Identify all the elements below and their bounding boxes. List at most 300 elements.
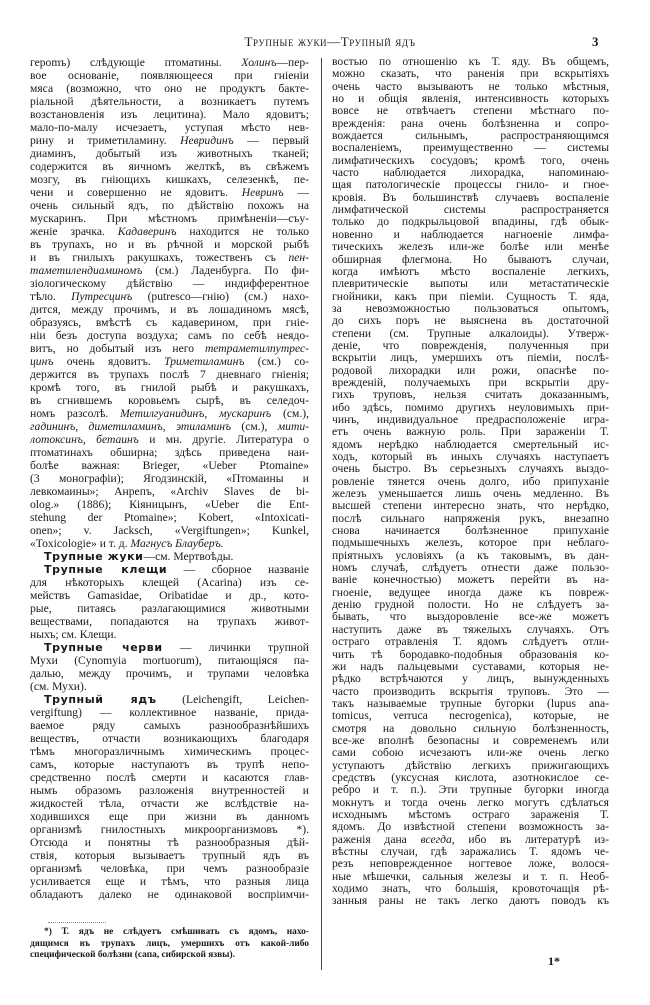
text-run: тическихъ железъ или-же болѣе или менѣе: [332, 241, 609, 254]
text-run: ядомъ нерѣдко наблюдается смертельный ис-: [332, 438, 609, 451]
paragraph: [30, 550, 309, 563]
text-run: диаминъ, добытый изъ животныхъ тканей;: [30, 147, 309, 160]
text-line: [332, 254, 609, 266]
text-run: тѣмъ многоразличнымъ химическимъ процес-: [30, 745, 309, 758]
page-number: 3: [592, 34, 599, 49]
text-run: воспаленіемъ, преимущественно — системы: [332, 142, 609, 155]
text-line: [332, 797, 609, 809]
text-run: — сборное названіе: [167, 563, 309, 576]
text-run: ріальной дѣятельности, а возникаетъ путемъ: [30, 95, 309, 108]
text-line: [30, 511, 309, 524]
text-line: [332, 278, 609, 290]
text-run: исходнымъ мѣстомъ остраго зараженія Т.: [332, 808, 609, 821]
text-run: средствъ (уксусная кислота, азотнокислое се-: [332, 771, 609, 784]
text-line: [30, 56, 309, 69]
text-run: (см.) со-: [244, 355, 309, 368]
text-run: денію грудной полости. Но не слѣдуетъ за-: [332, 599, 609, 612]
text-run: гихъ труповъ, нельзя считать доказаннымъ,: [332, 389, 609, 402]
text-run: находится не только: [176, 225, 309, 238]
text-line: [332, 229, 609, 241]
text-line: [332, 686, 609, 698]
text-run: левкомаины»; Анрепъ, «Archiv Slaves de bi-: [30, 485, 309, 498]
italic-term: гадининъ, диметиламинъ, этиламинъ: [30, 420, 232, 433]
column-divider: [321, 58, 322, 970]
running-title: Трупные жуки—Трупный ядъ: [244, 34, 416, 49]
text-run: ибо здѣсь, помимо другихъ неуловимыхъ при-: [332, 401, 609, 414]
text-run: веществъ, отчасти возникающихъ благодаря: [30, 732, 309, 745]
text-run: дится, между прочимъ, и въ лошадиномъ мясѣ,: [30, 303, 309, 316]
text-line: [30, 225, 309, 238]
italic-term: тетраметилпутрес-: [204, 342, 309, 355]
text-run: onen»; v. Jacksch, «Vergiftungen»; Kunkel,: [30, 524, 309, 537]
text-line: [30, 823, 309, 836]
text-run: ніи безъ доступа воздуха; самъ по себѣ неядо-: [30, 329, 309, 342]
text-line: [332, 525, 609, 537]
footnote-line: специфической болѣзни (сапа, сибирской язвы).: [30, 950, 235, 960]
text-line: [30, 537, 309, 550]
text-run: въ трупахъ, но и въ рѣчной и морской рыбѣ: [30, 238, 309, 251]
text-run: средственно послѣ смерти и касаются глав-: [30, 771, 309, 784]
text-line: [30, 498, 309, 511]
text-run: ствія, которыя вызываетъ трупный ядъ въ: [30, 849, 309, 862]
text-run: образуясь, вмѣстѣ съ кадаверином, при гніе-: [30, 316, 309, 329]
text-run: за невозможностью пользоваться опытомъ,: [332, 302, 609, 315]
footnote-line: дящимся въ трупахъ лицъ, умершихъ отъ какой-либо: [30, 938, 309, 949]
text-run: зіологическому дѣйствію — индифферентное: [30, 277, 309, 290]
text-run: въ сгнившемъ коровьемъ сырѣ, въ селедоч-: [30, 394, 309, 407]
text-run: востью по отношенію къ Т. яду. Въ общемъ,: [332, 56, 609, 68]
text-run: для нѣкоторыхъ клещей (Acarina) изъ се-: [30, 576, 309, 589]
text-run: «Toxicologie» и т. д.: [30, 537, 131, 550]
text-line: [30, 602, 309, 615]
text-run: степени (см. Трупные алкалоиды). Утверж-: [332, 327, 609, 340]
text-run: —: [283, 186, 309, 199]
italic-term: Магнусъ Блауберъ.: [130, 537, 224, 550]
text-line: [30, 628, 309, 641]
text-line: [30, 589, 309, 602]
text-line: [30, 173, 309, 186]
text-line: [30, 264, 309, 277]
text-line: [332, 377, 609, 389]
text-run: —см. Мертвоѣды.: [143, 550, 234, 563]
text-run: вѣстны случаи, гдѣ заражались Т. ядомъ че-: [332, 846, 609, 858]
text-line: [30, 836, 309, 849]
text-line: [332, 673, 609, 685]
text-run: занныя раны не такъ легко даютъ поводъ къ: [332, 895, 609, 908]
text-line: [332, 599, 609, 611]
text-run: плевритическіе выпоты или метастатическіе: [332, 278, 609, 291]
text-run: новенно и наблюдается нагноеніе лимфа-: [332, 228, 609, 241]
text-line: [30, 121, 309, 134]
text-line: [30, 875, 309, 888]
text-line: [30, 771, 309, 784]
text-run: подмышечныхъ железъ, которое при неблаго-: [332, 537, 609, 550]
entry-headword: Трупные клещи: [44, 563, 168, 576]
text-line: [332, 649, 609, 661]
text-run: гнойники, какъ при піеміи. Сущность Т. яда,: [332, 290, 609, 303]
text-line: [332, 352, 609, 364]
text-run: (Leichengift, Leichen-: [156, 693, 309, 706]
text-run: высшей степени интересно знать, что нерѣдко,: [332, 500, 609, 513]
text-run: мействъ Gamasidae, Oribatidae и др., кото-: [30, 589, 309, 602]
text-line: [332, 93, 609, 105]
text-run: витъ, но добытый изъ него: [30, 342, 205, 355]
text-run: до сихъ поръ не выяснена въ достаточной: [332, 315, 609, 328]
text-run: ребро и т. п.). Эти трупные бугорки иногда: [332, 784, 609, 797]
text-run: ные мѣшечки, сальныя железы и т. п. Необ-: [332, 870, 609, 883]
text-line: [332, 414, 609, 426]
text-run: stehung der Ptomaine»; Kobert, «Intoxicati-: [30, 511, 309, 524]
text-line: [30, 303, 309, 316]
text-run: обладаютъ далеко не одинаковой воспріимчи-: [30, 888, 309, 901]
text-line: [30, 329, 309, 342]
text-line: [30, 407, 309, 420]
italic-term: Невринъ: [241, 186, 284, 199]
text-run: организмѣ человѣка, при чемъ разнообразіе: [30, 862, 309, 875]
text-line: [332, 266, 609, 278]
text-run: родовой лихорадки или рожи, опаснѣе по-: [332, 364, 609, 377]
text-run: (см.),: [231, 420, 278, 433]
text-line: [30, 849, 309, 862]
text-line: [30, 797, 309, 810]
text-line: [332, 723, 609, 735]
italic-term: всегда: [420, 833, 452, 846]
text-line: [332, 883, 609, 895]
text-line: [30, 368, 309, 381]
text-line: [332, 340, 609, 352]
text-run: чинъ, индивидуальное предрасположеніе игра-: [332, 413, 609, 426]
text-line: [332, 858, 609, 870]
text-line: [30, 186, 309, 199]
text-line: [332, 142, 609, 154]
text-line: [332, 784, 609, 796]
text-run: железъ уменьшается лишь очень медленно. Въ: [332, 488, 609, 501]
text-line: [30, 615, 309, 628]
paragraph: [30, 56, 309, 550]
text-line: [332, 130, 609, 142]
italic-term: пен-: [288, 251, 309, 264]
text-run: рые, питаясь разлагающимися животными: [30, 602, 309, 615]
text-line: [332, 513, 609, 525]
text-line: [30, 693, 309, 706]
text-line: [30, 355, 309, 368]
text-run: —пер-: [276, 56, 309, 69]
text-line: [30, 888, 309, 901]
text-run: лимфатической системы распространяется: [332, 204, 609, 217]
text-line: [30, 394, 309, 407]
text-line: [30, 485, 309, 498]
paragraph: [30, 641, 309, 693]
text-run: номъ разсолѣ.: [30, 407, 121, 420]
text-run: (см. Мухи).: [30, 680, 87, 693]
text-run: ходившихся еще при жизни въ данномъ: [30, 810, 309, 823]
text-run: мало-по-малу исчезаетъ, уступая мѣсто нев-: [30, 121, 309, 134]
text-run: самъ, которые наступаютъ въ трупѣ непо-: [30, 758, 309, 771]
text-line: [30, 732, 309, 745]
page-header: [0, 34, 650, 50]
text-run: кровія. Въ большинствѣ случаевъ воспаленіе: [332, 191, 609, 204]
text-run: ваніе конечностью) можетъ перейти въ на-: [332, 574, 609, 587]
text-line: [30, 654, 309, 667]
text-run: ходимо знать, что большія, кровоточащія рѣ-: [332, 883, 609, 896]
text-run: вскрытіи лицъ, умершихъ отъ піеміи, послѣ-: [332, 352, 609, 365]
text-line: [30, 95, 309, 108]
paragraph: [332, 56, 609, 908]
text-run: етъ очень важную роль. При зараженіи Т.: [332, 426, 609, 439]
paragraph: [30, 693, 309, 901]
text-run: очень ядовитъ.: [53, 355, 165, 368]
text-run: мяса (возможно, что оно не продуктъ бакте-: [30, 82, 309, 95]
text-line: [332, 747, 609, 759]
text-run: ныхъ; см. Клещи.: [30, 628, 117, 641]
text-run: мозгу, въ гніющихъ кишкахъ, селезенкѣ, пе-: [30, 173, 309, 186]
entry-headword: Трупные черви: [44, 641, 163, 654]
text-run: героmъ) слѣдующіе птоматины.: [30, 56, 242, 69]
text-line: [30, 381, 309, 394]
text-run: обширная флегмона. Но бываютъ случаи,: [332, 253, 609, 266]
text-line: [30, 550, 309, 563]
text-run: olog.» (1886); Кіяницынъ, «Ueber die Ent-: [30, 498, 309, 511]
text-line: [332, 389, 609, 401]
text-line: [30, 134, 309, 147]
text-run: гноеніе, ведущее иногда даже къ повреж-: [332, 586, 609, 599]
entry-headword: Трупные жуки: [44, 550, 144, 563]
text-run: смотря на довольно сильную болѣзненность,: [332, 722, 609, 735]
text-line: [332, 68, 609, 80]
text-line: [332, 809, 609, 821]
text-run: птоматинахъ обширна; здѣсь приведена наи-: [30, 446, 309, 459]
text-run: (см.) Ладенбурга. По фи-: [142, 264, 309, 277]
italic-term: лотоксинъ, бетаинъ: [30, 433, 139, 446]
text-line: [332, 834, 609, 846]
text-line: [332, 772, 609, 784]
text-run: когда имѣютъ мѣсто воспаленіе легкихъ,: [332, 265, 609, 278]
text-line: [332, 179, 609, 191]
footnote-rule: [48, 922, 106, 923]
text-line: [332, 463, 609, 475]
left-column: [30, 56, 309, 901]
text-line: [332, 328, 609, 340]
text-line: [332, 204, 609, 216]
text-run: (3 монографіи); Ягодзинскій, «Птомаины и: [30, 472, 309, 485]
text-run: Отсюда и понятны тѣ разнообразныя дѣй-: [30, 836, 309, 849]
text-line: [332, 500, 609, 512]
text-line: [332, 760, 609, 772]
text-line: [30, 667, 309, 680]
text-line: [30, 108, 309, 121]
text-run: (см.),: [271, 407, 309, 420]
text-run: vergiftung) — коллективное названіе, прида-: [30, 706, 309, 719]
text-line: [332, 426, 609, 438]
text-line: [30, 147, 309, 160]
text-line: [332, 216, 609, 228]
text-line: [332, 155, 609, 167]
text-run: остраго отравленія Т. ядомъ слѣдуетъ отли-: [332, 636, 609, 649]
signature-mark: 1*: [548, 954, 560, 968]
text-line: [332, 550, 609, 562]
text-line: [30, 342, 309, 355]
text-line: [332, 315, 609, 327]
text-run: содержится въ яичномъ желткѣ, въ свѣжемъ: [30, 160, 309, 173]
text-line: [332, 895, 609, 907]
text-line: [30, 576, 309, 589]
text-line: [332, 846, 609, 858]
text-line: [332, 192, 609, 204]
text-line: [332, 439, 609, 451]
text-run: вовсе не отвѣчаетъ степени мѣстнаго по-: [332, 105, 609, 118]
text-run: вое основаніе, появляющееся при гніеніи: [30, 69, 309, 82]
text-line: [30, 446, 309, 459]
text-run: Мухи (Cynomyia mortuorum), питающіяся па-: [30, 654, 309, 667]
text-run: рину и триметиламину.: [30, 134, 181, 147]
text-run: сами собою исчезаютъ или-же очень легко: [332, 747, 609, 760]
text-run: ядомъ. До извѣстной степени возможность за-: [332, 821, 609, 834]
text-run: далью, между прочимъ, и трупами человѣка: [30, 667, 309, 680]
text-line: [332, 624, 609, 636]
text-line: [30, 290, 309, 303]
text-line: [332, 574, 609, 586]
text-line: [332, 636, 609, 648]
text-run: ходъ, который въ иныхъ случаяхъ наступаетъ: [332, 451, 609, 463]
text-line: [30, 563, 309, 576]
italic-term: таметилендиаминомъ: [30, 264, 143, 277]
text-line: [332, 56, 609, 68]
text-run: жи надъ пальцевыми суставами, которыя не-: [332, 660, 609, 673]
text-run: щая патологическіе процессы гнило- и гное-: [332, 179, 609, 192]
text-line: [332, 537, 609, 549]
text-line: [332, 710, 609, 722]
text-run: бывать, что выздоровленіе все-же можетъ: [332, 611, 609, 624]
text-line: [332, 735, 609, 747]
italic-term: Невридинъ: [180, 134, 234, 147]
text-line: [332, 241, 609, 253]
text-line: [332, 562, 609, 574]
italic-term: цинъ: [30, 355, 54, 368]
text-run: все-же вполнѣ безопасны и современемъ или: [332, 734, 609, 747]
right-column: [332, 56, 609, 908]
text-line: [332, 611, 609, 623]
text-run: жидкостей тѣла, отчасти же вслѣдствіе на-: [30, 797, 309, 810]
text-line: [30, 719, 309, 732]
text-run: деніе, что поврежденія, полученныя при: [332, 339, 609, 352]
text-line: [30, 758, 309, 771]
text-line: [332, 303, 609, 315]
text-run: такъ называемые трупные бугорки (lupus ana-: [332, 697, 609, 710]
text-run: наступить даже въ тяжелыхъ случаяхъ. Отъ: [332, 623, 609, 636]
italic-term: Триметиламинъ: [164, 355, 245, 368]
text-run: вождается сильнымъ, распространяющимся: [332, 130, 609, 143]
text-line: [30, 69, 309, 82]
footnote: [30, 927, 309, 962]
text-line: [332, 402, 609, 414]
text-line: [332, 698, 609, 710]
text-line: [30, 459, 309, 472]
text-run: и мн. другіе. Литература о: [138, 433, 309, 446]
text-run: , ибо въ литературѣ из-: [451, 833, 609, 846]
text-line: [30, 706, 309, 719]
text-line: [30, 472, 309, 485]
text-line: [30, 433, 309, 446]
italic-term: Путресцинъ: [71, 290, 133, 303]
footnote-line: *) Т. ядъ не слѣдуетъ смѣшивать съ ядомъ, нахо-: [44, 927, 309, 937]
text-run: тѣло.: [30, 290, 72, 303]
text-run: кромѣ того, въ гнилой рыбѣ и ракушкахъ,: [30, 381, 309, 394]
text-line: [30, 745, 309, 758]
text-line: [332, 105, 609, 117]
text-line: [30, 420, 309, 433]
text-run: (putresco—гнію) (см.) нахо-: [132, 290, 309, 303]
text-run: очень быстро. Въ серьезныхъ случаяхъ выздо-: [332, 463, 609, 476]
text-line: [332, 81, 609, 93]
text-line: [332, 451, 609, 463]
italic-term: Метилгуанидинъ, мускаринъ: [120, 407, 272, 420]
text-line: [332, 118, 609, 130]
text-line: [30, 251, 309, 264]
text-run: веществами, попадаются на трупахъ живот-: [30, 615, 309, 628]
text-line: [30, 524, 309, 537]
text-line: [332, 476, 609, 488]
text-run: номъ случаѣ, слѣдуетъ отнести даже пользо-: [332, 562, 609, 575]
entry-headword: Трупный ядъ: [44, 693, 157, 706]
text-line: [332, 365, 609, 377]
text-run: и въ гнилыхъ ракушкахъ, тожественъ съ: [30, 251, 289, 264]
text-line: [30, 316, 309, 329]
text-line: [30, 212, 309, 225]
text-line: [30, 862, 309, 875]
text-line: [332, 587, 609, 599]
text-line: [332, 821, 609, 833]
text-run: но и общія явленія, интенсивность которыхъ: [332, 93, 609, 106]
text-run: послѣ сильнаго напряженія рукъ, внезапно: [332, 512, 609, 525]
text-run: возстановленія изъ лецитина). Мало ядовитъ;: [30, 108, 309, 121]
text-line: [30, 199, 309, 212]
text-line: [30, 784, 309, 797]
italic-term: Кадаверинъ: [117, 225, 177, 238]
text-run: ровленіе тянется очень долго, ибо припуханіе: [332, 475, 609, 488]
text-line: [30, 277, 309, 290]
text-run: — первый: [233, 134, 309, 147]
text-run: — личинки трупной: [162, 641, 309, 654]
text-run: очень часто вызываютъ не только мѣстныя,: [332, 80, 609, 93]
text-run: организмѣ гнилостныхъ микроорганизмовъ *).: [30, 823, 309, 836]
text-line: [30, 82, 309, 95]
text-line: [30, 238, 309, 251]
text-run: рѣдко встрѣчаются у лицъ, вынужденныхъ: [332, 673, 609, 686]
text-line: [332, 488, 609, 500]
text-run: нымъ образомъ разложенія внутренностей и: [30, 784, 309, 797]
text-line: [30, 160, 309, 173]
text-run: часто наблюдается лихорадка, напоминаю-: [332, 167, 609, 180]
text-run: можно сказать, что раненія при вскрытіяхъ: [332, 68, 609, 81]
text-run: чить тѣ бородавко-подобныя образованія ко-: [332, 648, 609, 661]
text-run: резъ неповрежденное ногтевое ложе, волося-: [332, 858, 609, 871]
text-line: [332, 661, 609, 673]
text-run: часто производить вскрытія труповъ. Это —: [332, 685, 609, 698]
text-run: женіе зрачка.: [30, 225, 118, 238]
text-run: держится въ трупахъ послѣ 7 дневнаго гніенія;: [30, 368, 309, 381]
text-run: пріятныхъ условіяхъ (а къ таковымъ, въ дан-: [332, 549, 609, 562]
text-run: лимфатическихъ сосудовъ; кромѣ того, очень: [332, 154, 609, 167]
text-run: очень сильный ядъ, по дѣйствію похожъ на: [30, 199, 309, 212]
text-run: болѣе важная: Brieger, «Ueber Ptomaine»: [30, 459, 309, 472]
text-line: [332, 167, 609, 179]
text-run: уступаютъ дѣйствію легкихъ прижигающихъ: [332, 759, 609, 772]
text-line: [30, 810, 309, 823]
italic-term: мити-: [277, 420, 309, 433]
text-line: [30, 641, 309, 654]
text-run: снова начинается болѣзненное припуханіе: [332, 525, 609, 538]
text-run: только до подкрыльцовой впадины, гдѣ обык-: [332, 216, 609, 229]
